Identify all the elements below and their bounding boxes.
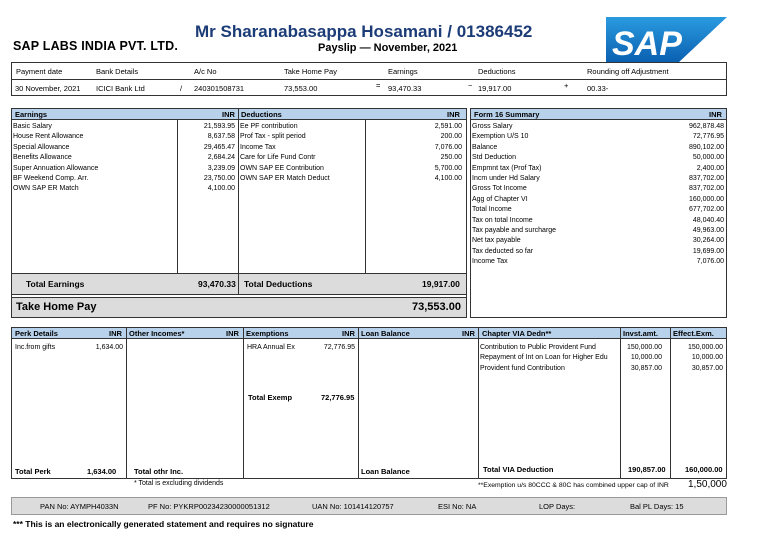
form16-row-value: 19,699.00 <box>692 247 724 255</box>
earnings-row-label: OWN SAP ER Match <box>13 185 79 193</box>
form16-row-label: Tax deducted so far <box>472 247 534 255</box>
earnings-row-label: BF Weekend Comp. Arr. <box>13 174 89 182</box>
total-via-label: Total VIA Deduction <box>483 465 554 474</box>
loan-balance-title: Loan Balance <box>361 329 410 338</box>
chapter-via-row <box>480 343 725 353</box>
deductions-row <box>240 153 462 163</box>
header-bank-details: Bank Details <box>96 67 139 76</box>
deductions-title: Deductions <box>241 110 282 119</box>
deductions-list <box>240 122 462 184</box>
form16-row-label: Tax payable and surcharge <box>472 226 557 234</box>
earnings-row-label: Benefits Allowance <box>13 154 72 162</box>
earnings-row-label: Special Allowance <box>13 143 70 151</box>
total-deductions-label: Total Deductions <box>244 279 313 289</box>
exemption-row-value: 72,776.95 <box>323 344 355 351</box>
form16-row <box>472 143 724 153</box>
total-via-invest: 190,857.00 <box>628 465 666 474</box>
form16-currency: INR <box>709 110 722 119</box>
deductions-row-label: Care for Life Fund Contr <box>240 154 316 162</box>
disclaimer: *** This is an electronically generated statement and requires no signature <box>13 519 314 529</box>
earnings-row-value: 2,684.24 <box>207 154 235 162</box>
form16-row-value: 962,878.48 <box>688 123 724 130</box>
form16-row <box>472 236 724 246</box>
header-earnings: Earnings <box>388 67 418 76</box>
form16-row-value: 677,702.00 <box>688 206 724 214</box>
form16-row <box>472 122 724 132</box>
form16-row <box>472 216 724 226</box>
total-perk-value: 1,634.00 <box>87 467 117 476</box>
exemption-row <box>247 343 355 353</box>
other-incomes-title: Other Incomes* <box>129 329 185 338</box>
invest-amount-header: Invst.amt. <box>623 329 659 338</box>
earnings-row-label: Super Annuation Allowance <box>13 164 99 172</box>
earnings-list <box>13 122 235 195</box>
form16-row-label: Std Deduction <box>472 154 516 162</box>
loan-balance-currency: INR <box>462 329 475 338</box>
form16-row-label: Tax on total Income <box>472 216 533 224</box>
total-exemption-value: 72,776.95 <box>321 393 355 402</box>
header-take-home-pay: Take Home Pay <box>284 67 337 76</box>
form16-row-value: 890,102.00 <box>688 143 724 151</box>
form16-row-value: 49,963.00 <box>692 226 724 234</box>
form16-row-value: 30,264.00 <box>692 237 724 245</box>
exemption-cap-note: **Exemption u/s 80CCC & 80C has combined upper cap of INR <box>478 482 669 489</box>
exemption-cap-value: 1,50,000 <box>688 479 727 490</box>
earnings-row-value: 23,750.00 <box>203 174 235 182</box>
earnings-currency: INR <box>222 110 235 119</box>
form16-row-value: 837,702.00 <box>688 185 724 193</box>
form16-row-label: Gross Salary <box>472 123 513 130</box>
total-earnings-label: Total Earnings <box>26 279 85 289</box>
deductions-row-label: Prof Tax - split period <box>240 133 306 141</box>
form16-row-label: Total Income <box>472 206 512 214</box>
earnings-value: 93,470.33 <box>388 84 422 93</box>
deductions-row-value: 4,100.00 <box>434 174 462 182</box>
header-payment-date: Payment date <box>16 67 63 76</box>
pf-number: PF No: PYKRP00234230000051312 <box>148 502 270 511</box>
equals-marker: = <box>376 81 381 90</box>
form16-row-label: Exemption U/S 10 <box>472 133 529 141</box>
form16-title: Form 16 Summary <box>474 110 540 119</box>
chapter-via-row-invest: 150,000.00 <box>626 344 662 351</box>
deductions-row <box>240 143 462 153</box>
form16-row <box>472 205 724 215</box>
chapter-via-row-effect: 150,000.00 <box>687 344 723 351</box>
perk-row <box>15 343 123 353</box>
deductions-row-label: OWN SAP ER Match Deduct <box>240 174 330 182</box>
chapter-via-row-label: Repayment of Int on Loan for Higher Edu <box>480 354 608 362</box>
earnings-row <box>13 132 235 142</box>
exemptions-title: Exemptions <box>246 329 289 338</box>
form16-row-label: Empmnt tax (Prof Tax) <box>472 164 542 172</box>
other-incomes-currency: INR <box>226 329 239 338</box>
form16-row <box>472 247 724 257</box>
earnings-title: Earnings <box>15 110 48 119</box>
chapter-via-row-effect: 10,000.00 <box>691 354 723 362</box>
rounding-value: 00.33- <box>587 84 609 93</box>
form16-row-value: 160,000.00 <box>688 195 724 203</box>
deductions-row-label: OWN SAP EE Contribution <box>240 164 324 172</box>
lop-days: LOP Days: <box>539 502 576 511</box>
form16-row <box>472 174 724 184</box>
deductions-row-value: 200.00 <box>440 133 462 141</box>
form16-row <box>472 257 724 267</box>
form16-row <box>472 226 724 236</box>
form16-row-label: Balance <box>472 143 498 151</box>
form16-row-label: Agg of Chapter VI <box>472 195 528 203</box>
chapter-via-row <box>480 364 725 374</box>
form16-row-label: Income Tax <box>472 258 508 266</box>
esi-number: ESI No: NA <box>438 502 477 511</box>
deductions-row-value: 7,076.00 <box>434 143 462 151</box>
take-home-value: 73,553.00 <box>284 84 318 93</box>
form16-row-value: 50,000.00 <box>692 154 724 162</box>
chapter-via-row <box>480 353 725 363</box>
deductions-row-value: 5,700.00 <box>434 164 462 172</box>
payslip-title: Payslip — November, 2021 <box>318 42 458 54</box>
perk-row-label: Inc.from gifts <box>15 344 56 351</box>
minus-marker: − <box>468 81 473 90</box>
footer-strip <box>11 497 727 515</box>
loan-balance-total-label: Loan Balance <box>361 467 410 476</box>
deductions-currency: INR <box>447 110 460 119</box>
total-perk-label: Total Perk <box>15 467 51 476</box>
earnings-row <box>13 122 235 132</box>
earnings-row <box>13 164 235 174</box>
form16-row <box>472 164 724 174</box>
earnings-row-value: 3,239.09 <box>207 164 235 172</box>
chapter-via-row-invest: 10,000.00 <box>630 354 662 362</box>
earnings-row <box>13 174 235 184</box>
payment-date-value: 30 November, 2021 <box>15 84 81 93</box>
exemptions-currency: INR <box>342 329 355 338</box>
header-deductions: Deductions <box>478 67 516 76</box>
total-earnings-value: 93,470.33 <box>198 279 236 289</box>
earnings-row <box>13 143 235 153</box>
employee-id: / 01386452 <box>447 22 533 41</box>
deductions-row-value: 2,591.00 <box>434 123 462 130</box>
logo-text: SAP <box>612 25 682 63</box>
form16-row-value: 72,776.95 <box>692 133 724 141</box>
deductions-row <box>240 122 462 132</box>
account-no-value: 240301508731 <box>194 84 245 93</box>
total-via-effect: 160,000.00 <box>685 465 723 474</box>
employee-name: Mr Sharanabasappa Hosamani <box>195 22 443 41</box>
chapter-via-row-invest: 30,857.00 <box>630 364 662 372</box>
exemption-row-label: HRA Annual Ex <box>247 344 295 351</box>
form16-row-label: Incm under Hd Salary <box>472 174 540 182</box>
deductions-row-label: Ee PF contribution <box>240 123 298 130</box>
bal-pl-days: Bal PL Days: 15 <box>630 502 684 511</box>
perk-currency: INR <box>109 329 122 338</box>
earnings-row-label: Basic Salary <box>13 123 52 130</box>
take-home-pay-label: Take Home Pay <box>16 301 97 313</box>
form16-row-label: Net tax payable <box>472 237 521 245</box>
deductions-row <box>240 132 462 142</box>
slash-marker: / <box>180 84 183 93</box>
chapter-via-row-label: Contribution to Public Provident Fund <box>480 344 596 351</box>
deductions-row-label: Income Tax <box>240 143 276 151</box>
chapter-via-row-effect: 30,857.00 <box>691 364 723 372</box>
total-other-income-label: Total othr Inc. <box>134 467 184 476</box>
form16-row-value: 7,076.00 <box>696 258 724 266</box>
deductions-value: 19,917.00 <box>478 84 512 93</box>
chapter-via-list <box>480 343 725 374</box>
chapter-via-row-label: Provident fund Contribution <box>480 364 565 372</box>
employee-header <box>195 22 532 42</box>
total-exemption-label: Total Exemp <box>248 393 293 402</box>
earnings-row-label: House Rent Allowance <box>13 133 84 141</box>
uan-number: UAN No: 101414120757 <box>312 502 394 511</box>
form16-row <box>472 195 724 205</box>
plus-marker: + <box>564 81 569 90</box>
header-rounding: Rounding off Adjustment <box>587 67 669 76</box>
form16-row <box>472 132 724 142</box>
form16-row-value: 48,040.40 <box>692 216 724 224</box>
bank-name-value: ICICI Bank Ltd <box>96 84 145 93</box>
other-income-note: * Total is excluding dividends <box>134 480 224 487</box>
earnings-row-value: 4,100.00 <box>207 185 235 193</box>
take-home-pay-value: 73,553.00 <box>412 301 461 313</box>
form16-row <box>472 184 724 194</box>
form16-row <box>472 153 724 163</box>
form16-row-value: 2,400.00 <box>696 164 724 172</box>
form16-row-value: 837,702.00 <box>688 174 724 182</box>
deductions-row-value: 250.00 <box>440 154 462 162</box>
company-name: SAP LABS INDIA PVT. LTD. <box>13 39 178 53</box>
perk-row-value: 1,634.00 <box>95 344 123 351</box>
total-deductions-value: 19,917.00 <box>422 279 460 289</box>
earnings-row-value: 29,465.47 <box>203 143 235 151</box>
effect-exm-header: Effect.Exm. <box>673 329 714 338</box>
pan-number: PAN No: AYMPH4033N <box>40 502 119 511</box>
perk-title: Perk Details <box>15 329 58 338</box>
form16-list <box>472 122 724 267</box>
earnings-row <box>13 184 235 194</box>
sap-logo <box>578 15 728 65</box>
chapter-via-title: Chapter VIA Dedn** <box>482 329 552 338</box>
payment-summary-table <box>11 62 727 96</box>
header-account-no: A/c No <box>194 67 217 76</box>
earnings-row-value: 21,593.95 <box>203 123 235 130</box>
deductions-row <box>240 164 462 174</box>
earnings-row <box>13 153 235 163</box>
deductions-row <box>240 174 462 184</box>
form16-row-label: Gross Tot Income <box>472 185 527 193</box>
earnings-row-value: 8,637.58 <box>207 133 235 141</box>
